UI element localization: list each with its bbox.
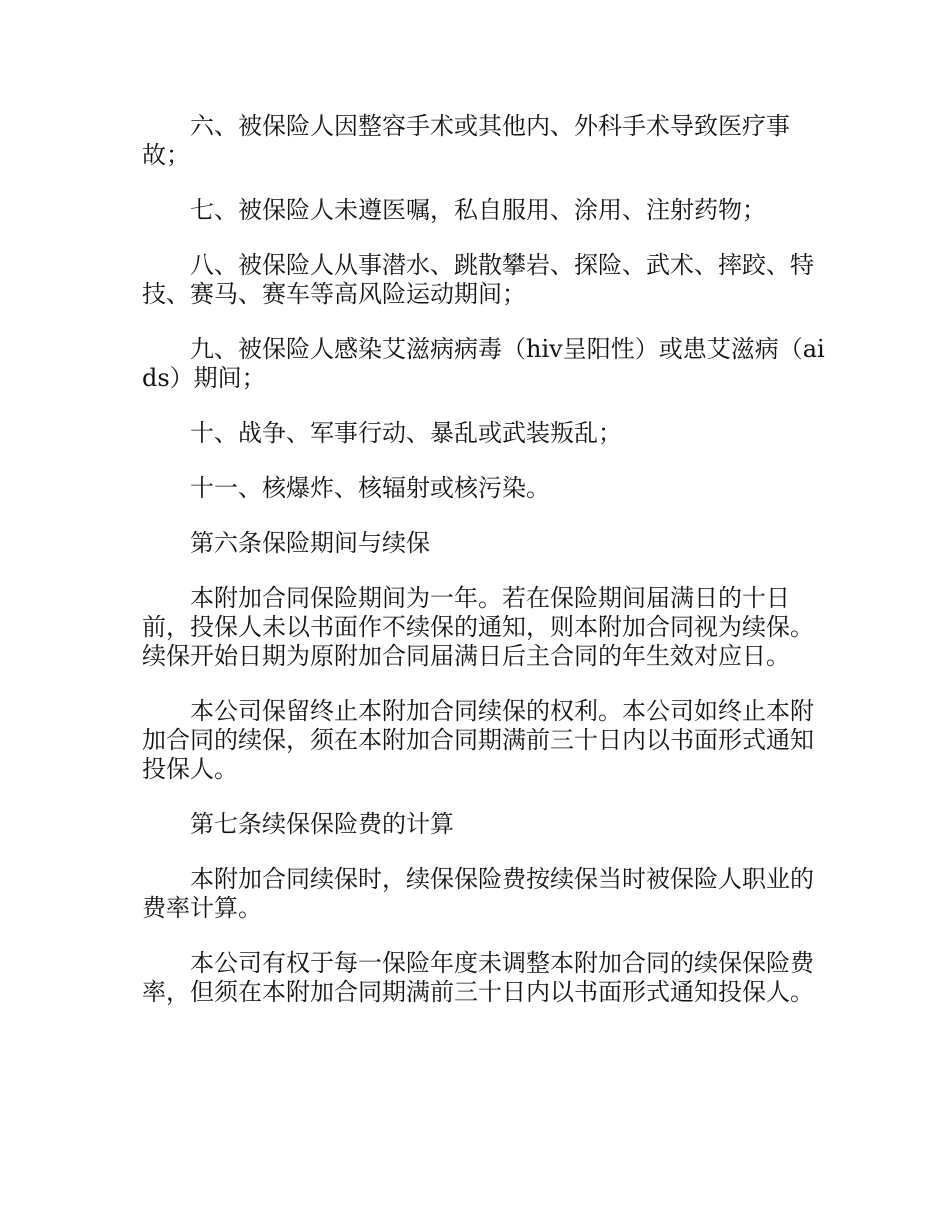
- article-7-paragraph-2: 本公司有权于每一保险年度未调整本附加合同的续保保险费率，但须在本附加合同期满前三十日内以书面形式通知投保人。: [142, 949, 814, 1006]
- exclusion-item-7: 七、被保险人未遵医嘱，私自服用、涂用、注射药物；: [190, 196, 766, 224]
- article-6-heading: 第六条保险期间与续保: [190, 529, 430, 557]
- article-6-paragraph-2: 本公司保留终止本附加合同续保的权利。本公司如终止本附加合同的续保，须在本附加合同期满前三十日内以书面形式通知投保人。: [142, 697, 814, 783]
- exclusion-item-11: 十一、核爆炸、核辐射或核污染。: [190, 474, 550, 502]
- document-body: [142, 112, 832, 1007]
- article-7-heading: 第七条续保保险费的计算: [190, 810, 454, 838]
- exclusion-item-8: 八、被保险人从事潜水、跳散攀岩、探险、武术、摔跤、特技、赛马、赛车等高风险运动期间；: [142, 251, 814, 308]
- exclusion-item-9: 九、被保险人感染艾滋病病毒（hiv呈阳性）或患艾滋病（aids）期间；: [142, 335, 825, 392]
- exclusion-item-10: 十、战争、军事行动、暴乱或武装叛乱；: [190, 419, 622, 447]
- article-6-paragraph-1: 本附加合同保险期间为一年。若在保险期间届满日的十日前，投保人未以书面作不续保的通知，则本附加合同视为续保。续保开始日期为原附加合同届满日后主合同的年生效对应日。: [142, 584, 814, 670]
- exclusion-item-6: 六、被保险人因整容手术或其他内、外科手术导致医疗事故；: [142, 112, 790, 169]
- article-7-paragraph-1: 本附加合同续保时，续保保险费按续保当时被保险人职业的费率计算。: [142, 865, 814, 922]
